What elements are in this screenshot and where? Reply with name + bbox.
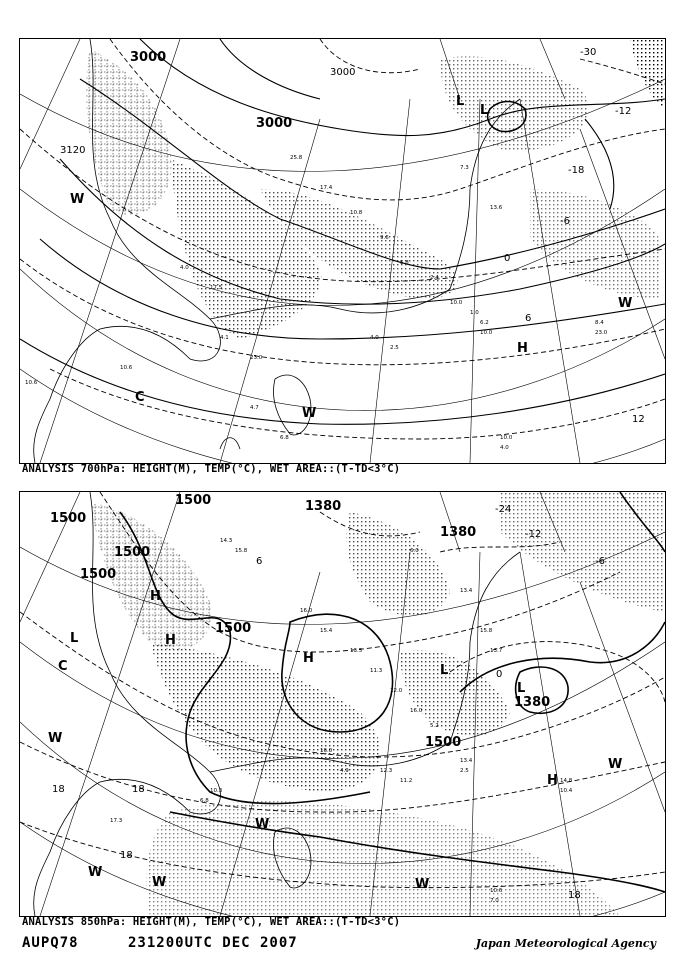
high-center-850-b: H	[303, 651, 314, 666]
temp-label-850-a: -24	[495, 504, 512, 515]
svg-text:2.5: 2.5	[460, 768, 469, 774]
svg-text:12.0: 12.0	[390, 688, 403, 694]
svg-text:4.7: 4.7	[250, 405, 259, 411]
svg-text:2.5: 2.5	[390, 345, 399, 351]
height-label-700-b: 3000	[256, 116, 293, 131]
svg-text:10.6: 10.6	[120, 365, 133, 371]
svg-text:14.3: 14.3	[220, 538, 233, 544]
warm-center-850-d: W	[415, 877, 430, 892]
svg-text:17.3: 17.3	[110, 818, 123, 824]
svg-text:10.6: 10.6	[25, 380, 38, 386]
low-center-700-a: L	[480, 103, 489, 118]
agency-credit: Japan Meteorological Agency	[475, 937, 656, 950]
valid-time: 231200UTC DEC 2007	[128, 935, 298, 951]
svg-text:10.6: 10.6	[490, 888, 503, 894]
warm-center-700-c: W	[618, 296, 633, 311]
svg-text:17.4: 17.4	[320, 185, 333, 191]
svg-text:13.4: 13.4	[460, 758, 473, 764]
wet-area-850	[90, 492, 665, 916]
warm-center-700-a: W	[70, 192, 85, 207]
cold-center-850: C	[58, 659, 68, 674]
temp-label-700-g: 12	[632, 414, 645, 425]
temp-label-850-c: -6	[595, 556, 605, 567]
high-center-850-d: H	[150, 589, 161, 604]
caption-700hpa: ANALYSIS 700hPa: HEIGHT(M), TEMP(°C), WET AREA::(T-TD<3°C)	[22, 463, 401, 475]
svg-text:11.3: 11.3	[370, 668, 383, 674]
height-label-850-g: 1380	[440, 525, 477, 540]
temp-label-700-b: -18	[568, 165, 585, 176]
temp-label-700-f: 6	[525, 313, 532, 324]
svg-text:6.2: 6.2	[480, 320, 489, 326]
high-center-850-a: H	[165, 633, 176, 648]
svg-text:17.5: 17.5	[210, 285, 223, 291]
height-label-850-i: 1380	[514, 695, 551, 710]
low-center-700-b: L	[456, 94, 465, 109]
svg-text:15.8: 15.8	[480, 628, 493, 634]
warm-center-850-a: W	[48, 731, 63, 746]
svg-text:7.0: 7.0	[490, 898, 499, 904]
temp-label-850-e: 6	[256, 556, 263, 567]
height-label-850-c: 1500	[80, 567, 117, 582]
temp-label-850-f: 18	[52, 784, 65, 795]
warm-center-700-b: W	[302, 406, 317, 421]
svg-text:15.4: 15.4	[320, 628, 333, 634]
svg-text:2.4: 2.4	[430, 275, 439, 281]
svg-text:16.0: 16.0	[320, 748, 333, 754]
height-label-850-b: 1500	[114, 545, 151, 560]
temp-label-700-a: -30	[580, 47, 597, 58]
high-center-700: H	[517, 341, 528, 356]
height-label-850-h: 1500	[175, 493, 212, 508]
warm-center-850-e: W	[608, 757, 623, 772]
svg-text:4.0: 4.0	[500, 445, 509, 451]
map-700hpa	[19, 38, 666, 464]
temp-label-700-d: -6	[560, 216, 570, 227]
low-center-850-c: L	[517, 681, 526, 696]
height-label-700-a: 3000	[130, 50, 167, 65]
svg-text:5.8: 5.8	[400, 260, 409, 266]
svg-text:4.9: 4.9	[340, 768, 349, 774]
temp-label-850-g: 18	[132, 784, 145, 795]
svg-text:4.1: 4.1	[220, 335, 229, 341]
map-700hpa-canvas	[20, 39, 665, 463]
svg-text:6.8: 6.8	[200, 798, 209, 804]
height-label-700-c: 3120	[60, 145, 86, 156]
svg-text:14.8: 14.8	[560, 778, 573, 784]
height-label-850-e: 1500	[425, 735, 462, 750]
low-center-850-a: L	[70, 631, 79, 646]
svg-text:12.3: 12.3	[380, 768, 393, 774]
svg-text:10.0: 10.0	[450, 300, 463, 306]
svg-text:7.3: 7.3	[460, 165, 469, 171]
svg-text:6.0: 6.0	[410, 548, 419, 554]
cold-center-700: C	[135, 390, 145, 405]
height-label-850-d: 1500	[215, 621, 252, 636]
svg-text:9.6: 9.6	[380, 235, 389, 241]
temp-label-700-e: 0	[504, 253, 511, 264]
svg-text:13.6: 13.6	[490, 205, 503, 211]
svg-text:25.8: 25.8	[290, 155, 303, 161]
warm-center-850-f: W	[152, 875, 167, 890]
svg-text:6.8: 6.8	[280, 435, 289, 441]
svg-text:13.4: 13.4	[460, 588, 473, 594]
svg-text:23.0: 23.0	[595, 330, 608, 336]
svg-text:5.2: 5.2	[430, 723, 439, 729]
high-center-850-c: H	[547, 773, 558, 788]
height-label-850-a: 1500	[50, 511, 87, 526]
wet-area-700	[86, 39, 665, 339]
svg-text:16.0: 16.0	[300, 608, 313, 614]
svg-text:10.0: 10.0	[480, 330, 493, 336]
warm-center-850-c: W	[255, 817, 270, 832]
height-label-700-d: 3000	[330, 67, 356, 78]
temp-label-700-c: -12	[615, 106, 632, 117]
svg-text:13.5: 13.5	[350, 648, 363, 654]
temp-label-850-d: 0	[496, 669, 503, 680]
map-850hpa-canvas	[20, 492, 665, 916]
svg-text:10.3: 10.3	[210, 788, 223, 794]
svg-text:16.0: 16.0	[410, 708, 423, 714]
chart-code: AUPQ78	[22, 935, 79, 951]
svg-text:23.0: 23.0	[250, 355, 263, 361]
svg-text:8.4: 8.4	[595, 320, 604, 326]
svg-text:10.0: 10.0	[500, 435, 513, 441]
temp-label-850-h: 18	[120, 850, 133, 861]
svg-text:11.2: 11.2	[400, 778, 413, 784]
low-center-850-b: L	[440, 663, 449, 678]
svg-text:1.0: 1.0	[470, 310, 479, 316]
svg-text:13.7: 13.7	[490, 648, 503, 654]
map-850hpa	[19, 491, 666, 917]
temp-label-850-b: -12	[525, 529, 542, 540]
svg-text:4.0: 4.0	[370, 335, 379, 341]
svg-text:10.4: 10.4	[560, 788, 573, 794]
height-label-850-f: 1380	[305, 499, 342, 514]
svg-text:15.8: 15.8	[235, 548, 248, 554]
svg-text:10.8: 10.8	[350, 210, 363, 216]
svg-text:4.0: 4.0	[180, 265, 189, 271]
temp-label-850-i: 18	[568, 890, 581, 901]
caption-850hpa: ANALYSIS 850hPa: HEIGHT(M), TEMP(°C), WET AREA::(T-TD<3°C)	[22, 916, 401, 928]
warm-center-850-b: W	[88, 865, 103, 880]
